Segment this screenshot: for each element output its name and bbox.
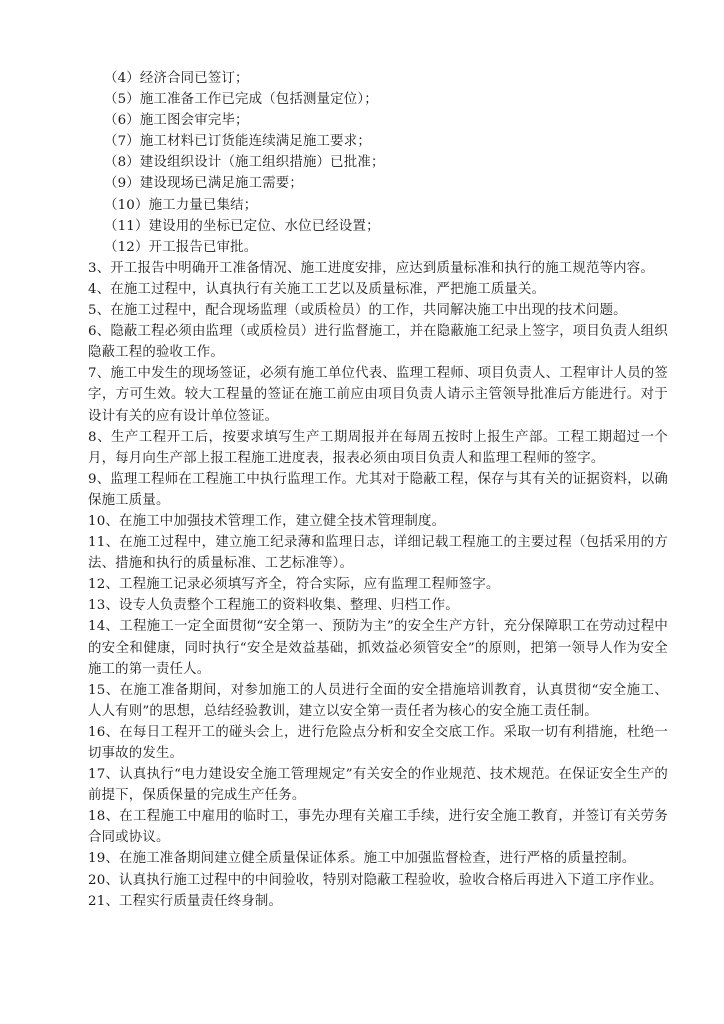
condition-item: （7）施工材料已订货能连续满足施工要求； bbox=[104, 134, 371, 150]
numbered-paragraph: 9、监理工程师在工程施工中执行监理工作。尤其对于隐蔽工程，保存与其有关的证据资料，以确保施工质量。 bbox=[88, 471, 668, 508]
numbered-paragraph: 12、工程施工记录必须填写齐全，符合实际，应有监理工程师签字。 bbox=[88, 577, 500, 593]
numbered-paragraph: 18、在工程施工中雇用的临时工，事先办理有关雇工手续，进行安全施工教育，并签订有关劳务合同或协议。 bbox=[88, 809, 668, 846]
numbered-paragraph: 15、在施工准备期间，对参加施工的人员进行全面的安全措施培训教育，认真贯彻“安全施工、人人有则”的思想，总结经验教训，建立以安全第一责任者为核心的安全施工责任制。 bbox=[88, 682, 668, 719]
condition-item: （5）施工准备工作已完成（包括测量定位）； bbox=[104, 92, 378, 108]
numbered-paragraph: 19、在施工准备期间建立健全质量保证体系。施工中加强监督检查，进行严格的质量控制。 bbox=[88, 851, 636, 867]
condition-item: （10）施工力量已集结； bbox=[104, 197, 258, 213]
condition-item: （11）建设用的坐标已定位、水位已经设置； bbox=[104, 218, 380, 234]
numbered-paragraph: 10、在施工中加强技术管理工作，建立健全技术管理制度。 bbox=[88, 513, 446, 529]
numbered-paragraph: 17、认真执行“电力建设安全施工管理规定”有关安全的作业规范、技术规范。在保证安全生产的前提下，保质保量的完成生产任务。 bbox=[88, 767, 668, 804]
numbered-paragraph: 6、隐蔽工程必须由监理（或质检员）进行监督施工，并在隐蔽施工纪录上签字，项目负责人组织隐蔽工程的验收工作。 bbox=[88, 324, 668, 361]
numbered-paragraph: 7、施工中发生的现场签证，必须有施工单位代表、监理工程师、项目负责人、工程审计人员的签字，方可生效。较大工程量的签证在施工前应由项目负责人请示主管领导批准后方能进行。对于设计有关的应有设计单位签证。 bbox=[88, 366, 668, 424]
numbered-paragraph: 20、认真执行施工过程中的中间验收，特别对隐蔽工程验收，验收合格后再进入下道工序作业。 bbox=[88, 872, 663, 888]
numbered-paragraph: 4、在施工过程中，认真执行有关施工工艺以及质量标准，严把施工质量关。 bbox=[88, 281, 546, 297]
numbered-paragraph: 16、在每日工程开工的碰头会上，进行危险点分析和安全交底工作。采取一切有利措施，杜绝一切事故的发生。 bbox=[88, 724, 668, 761]
numbered-paragraph: 21、工程实行质量责任终身制。 bbox=[88, 893, 283, 909]
numbered-paragraph: 3、开工报告中明确开工准备情况、施工进度安排，应达到质量标准和执行的施工规范等内容。 bbox=[88, 260, 654, 276]
numbered-paragraph: 8、生产工程开工后，按要求填写生产工期周报并在每周五按时上报生产部。工程工期超过一个月，每月向生产部上报工程施工进度表，报表必须由项目负责人和监理工程师的签字。 bbox=[88, 429, 668, 466]
numbered-paragraph: 11、在施工过程中，建立施工纪录薄和监理日志，详细记载工程施工的主要过程（包括采用的方法、措施和执行的质量标准、工艺标准等）。 bbox=[88, 535, 668, 572]
document-body bbox=[88, 68, 668, 912]
condition-item: （4）经济合同已签订； bbox=[104, 71, 249, 86]
condition-item: （8）建设组织设计（施工组织措施）已批准； bbox=[104, 155, 385, 171]
numbered-paragraph: 5、在施工过程中，配合现场监理（或质检员）的工作，共同解决施工中出现的技术问题。 bbox=[88, 303, 627, 319]
condition-item: （12）开工报告已审批。 bbox=[104, 239, 258, 255]
condition-item: （6）施工图会审完毕； bbox=[104, 113, 249, 129]
numbered-paragraph: 13、设专人负责整个工程施工的资料收集、整理、归档工作。 bbox=[88, 598, 459, 614]
numbered-paragraph: 14、工程施工一定全面贯彻“安全第一、预防为主”的安全生产方针，充分保障职工在劳动过程中的安全和健康，同时执行“安全是效益基础，抓效益必须管安全”的原则，把第一领导人作为安全施工的第一责任人。 bbox=[88, 619, 668, 677]
condition-item: （9）建设现场已满足施工需要； bbox=[104, 176, 303, 192]
